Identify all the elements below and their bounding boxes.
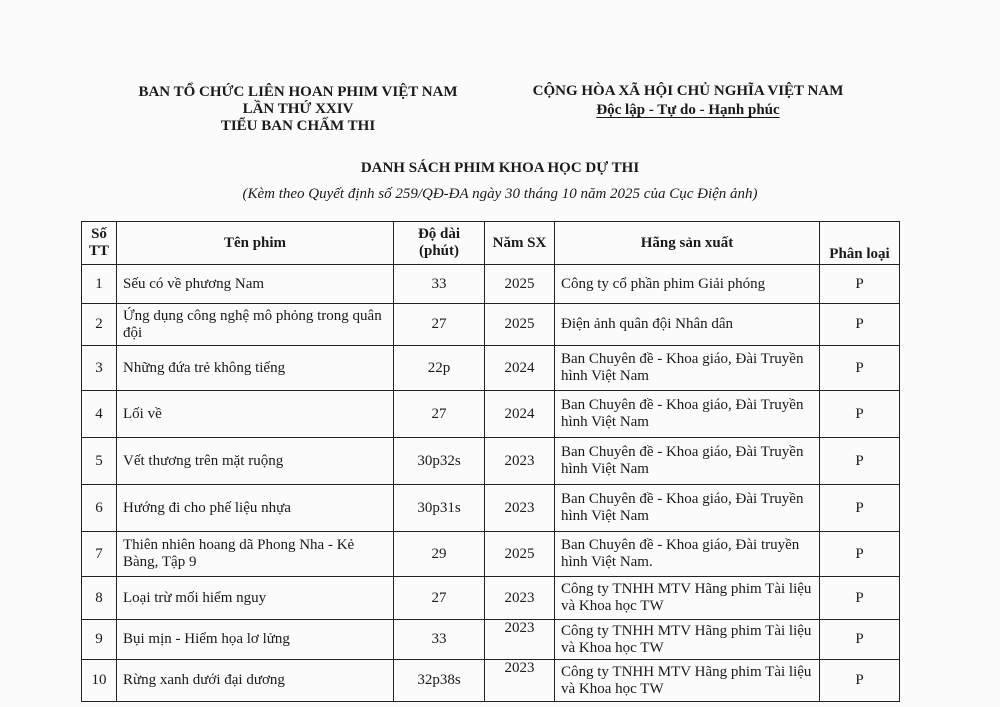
cell-name: Rừng xanh dưới đại dương bbox=[117, 660, 394, 702]
cell-classification: P bbox=[820, 265, 900, 304]
cell-name: Những đứa trẻ không tiếng bbox=[117, 346, 394, 391]
cell-name: Vết thương trên mặt ruộng bbox=[117, 438, 394, 485]
cell-classification: P bbox=[820, 660, 900, 702]
cell-year: 2023 bbox=[485, 438, 555, 485]
cell-no: 5 bbox=[82, 438, 117, 485]
table-row bbox=[82, 577, 900, 620]
cell-producer: Ban Chuyên đề - Khoa giáo, Đài Truyền hình Việt Nam bbox=[555, 485, 820, 532]
cell-year: 2025 bbox=[485, 304, 555, 346]
document-subtitle: (Kèm theo Quyết định số 259/QĐ-ĐA ngày 30 tháng 10 năm 2025 của Cục Điện ảnh) bbox=[242, 186, 758, 202]
cell-name: Thiên nhiên hoang dã Phong Nha - Kẻ Bàng, Tập 9 bbox=[117, 532, 394, 577]
cell-producer: Công ty cổ phần phim Giải phóng bbox=[555, 265, 820, 304]
table-header-row bbox=[82, 222, 900, 265]
cell-no: 3 bbox=[82, 346, 117, 391]
cell-no: 1 bbox=[82, 265, 117, 304]
header-classification: Phân loại bbox=[820, 222, 900, 265]
cell-producer: Công ty TNHH MTV Hãng phim Tài liệu và Khoa học TW bbox=[555, 577, 820, 620]
issuer-header bbox=[118, 84, 478, 135]
cell-length: 30p31s bbox=[394, 485, 485, 532]
cell-length: 29 bbox=[394, 532, 485, 577]
header-no: Số TT bbox=[82, 222, 117, 265]
table-row bbox=[82, 438, 900, 485]
issuer-line-3: TIỂU BAN CHẤM THI bbox=[220, 118, 376, 134]
table-row bbox=[82, 265, 900, 304]
cell-classification: P bbox=[820, 577, 900, 620]
cell-year: 2025 bbox=[485, 265, 555, 304]
cell-name: Loại trừ mối hiểm nguy bbox=[117, 577, 394, 620]
cell-no: 4 bbox=[82, 391, 117, 438]
cell-no: 6 bbox=[82, 485, 117, 532]
cell-producer: Ban Chuyên đề - Khoa giáo, Đài Truyền hình Việt Nam bbox=[555, 391, 820, 438]
cell-year: 2023 bbox=[485, 577, 555, 620]
cell-name: Lối về bbox=[117, 391, 394, 438]
cell-year: 2023 bbox=[485, 620, 555, 660]
cell-length: 33 bbox=[394, 265, 485, 304]
cell-year: 2023 bbox=[485, 485, 555, 532]
cell-no: 7 bbox=[82, 532, 117, 577]
header-year: Năm SX bbox=[485, 222, 555, 265]
cell-producer: Ban Chuyên đề - Khoa giáo, Đài Truyền hình Việt Nam bbox=[555, 438, 820, 485]
cell-no: 8 bbox=[82, 577, 117, 620]
cell-classification: P bbox=[820, 346, 900, 391]
cell-classification: P bbox=[820, 304, 900, 346]
table-row bbox=[82, 660, 900, 702]
cell-name: Bụi mịn - Hiểm họa lơ lửng bbox=[117, 620, 394, 660]
table-row bbox=[82, 391, 900, 438]
header-name: Tên phim bbox=[117, 222, 394, 265]
table-row bbox=[82, 346, 900, 391]
cell-length: 22p bbox=[394, 346, 485, 391]
header-producer: Hãng sản xuất bbox=[555, 222, 820, 265]
table-row bbox=[82, 532, 900, 577]
header-length: Độ dài (phút) bbox=[394, 222, 485, 265]
cell-length: 27 bbox=[394, 304, 485, 346]
cell-producer: Điện ảnh quân đội Nhân dân bbox=[555, 304, 820, 346]
film-list-table bbox=[81, 221, 900, 702]
table-row bbox=[82, 620, 900, 660]
cell-classification: P bbox=[820, 391, 900, 438]
cell-no: 9 bbox=[82, 620, 117, 660]
cell-length: 30p32s bbox=[394, 438, 485, 485]
cell-year: 2023 bbox=[485, 660, 555, 702]
cell-producer: Ban Chuyên đề - Khoa giáo, Đài Truyền hình Việt Nam bbox=[555, 346, 820, 391]
cell-classification: P bbox=[820, 485, 900, 532]
cell-classification: P bbox=[820, 620, 900, 660]
cell-year: 2024 bbox=[485, 346, 555, 391]
cell-classification: P bbox=[820, 438, 900, 485]
issuer-line-2: LẦN THỨ XXIV bbox=[242, 101, 354, 117]
cell-name: Ứng dụng công nghệ mô phỏng trong quân đội bbox=[117, 304, 394, 346]
document-title: DANH SÁCH PHIM KHOA HỌC DỰ THI bbox=[360, 160, 640, 176]
table-row bbox=[82, 304, 900, 346]
issuer-line-1: BAN TỔ CHỨC LIÊN HOAN PHIM VIỆT NAM bbox=[138, 84, 458, 100]
cell-year: 2025 bbox=[485, 532, 555, 577]
cell-length: 33 bbox=[394, 620, 485, 660]
national-name: CỘNG HÒA XÃ HỘI CHỦ NGHĨA VIỆT NAM bbox=[532, 83, 844, 99]
cell-length: 27 bbox=[394, 391, 485, 438]
cell-year: 2024 bbox=[485, 391, 555, 438]
cell-no: 10 bbox=[82, 660, 117, 702]
cell-length: 27 bbox=[394, 577, 485, 620]
cell-name: Sếu có về phương Nam bbox=[117, 265, 394, 304]
cell-length: 32p38s bbox=[394, 660, 485, 702]
cell-producer: Công ty TNHH MTV Hãng phim Tài liệu và Khoa học TW bbox=[555, 620, 820, 660]
table-row bbox=[82, 485, 900, 532]
cell-classification: P bbox=[820, 532, 900, 577]
national-motto: Độc lập - Tự do - Hạnh phúc bbox=[596, 102, 780, 118]
cell-no: 2 bbox=[82, 304, 117, 346]
national-header bbox=[508, 82, 868, 120]
cell-producer: Ban Chuyên đề - Khoa giáo, Đài truyền hình Việt Nam. bbox=[555, 532, 820, 577]
cell-name: Hướng đi cho phế liệu nhựa bbox=[117, 485, 394, 532]
cell-producer: Công ty TNHH MTV Hãng phim Tài liệu và Khoa học TW bbox=[555, 660, 820, 702]
